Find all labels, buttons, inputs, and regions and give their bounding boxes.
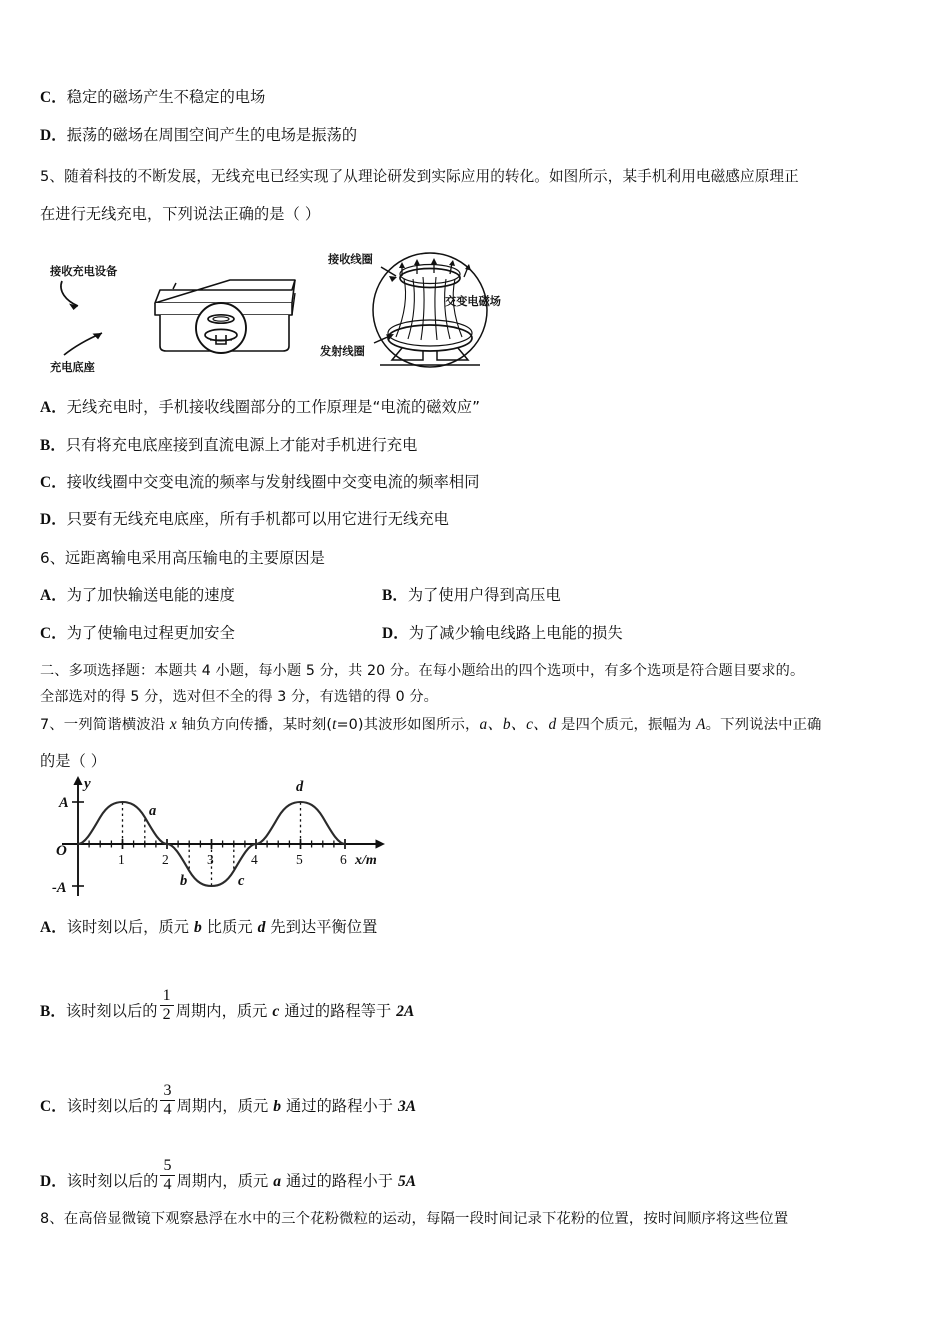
q7-stem-mid4: 。下列说法中正确 (705, 717, 822, 733)
q7-option-a-mid: 比质元 (201, 918, 258, 936)
q7-option-a-var2: d (257, 919, 266, 936)
q7-option-d (40, 1157, 417, 1195)
q4-option-c (40, 90, 265, 105)
point-label-c: c (238, 873, 245, 889)
section2-line1: 二、多项选择题：本题共 4 小题，每小题 5 分，共 20 分。在每小题给出的四个选项中，有多个选项是符合题目要求的。 (40, 663, 805, 679)
x-tick-1: 1 (118, 852, 125, 867)
q5-stem-line2: 在进行无线充电，下列说法正确的是（ ） (40, 205, 321, 223)
q7-stem-line1 (40, 717, 822, 732)
x-tick-4: 4 (251, 852, 258, 867)
q5-option-a-label: A． (40, 399, 67, 416)
q7-option-a-pre: 该时刻以后，质元 (66, 918, 194, 936)
wave-graph-figure (52, 772, 472, 914)
point-label-d: d (296, 779, 304, 795)
q7-option-d-denominator: 4 (163, 1176, 172, 1193)
q4-option-c-label: C． (40, 89, 67, 106)
x-tick-6: 6 (340, 852, 347, 867)
q6-option-a (40, 588, 235, 603)
q7-stem-mid1: 轴负方向传播，某时刻( (176, 717, 333, 733)
q7-option-d-fraction (160, 1158, 174, 1193)
q6-option-d (382, 626, 623, 641)
q6-option-b-label: B． (382, 587, 408, 604)
q7-stem-points: a、b、c、d (479, 716, 557, 733)
q5-option-c-text: 接收线圈中交变电流的频率与发射线圈中交变电流的频率相同 (66, 473, 480, 491)
q7-option-b-mid: 周期内，质元 (175, 1001, 273, 1020)
q7-option-c-pre: 该时刻以后的 (66, 1096, 159, 1115)
q7-option-d-mid: 周期内，质元 (176, 1171, 274, 1190)
q5-option-a-text: 无线充电时，手机接收线圈部分的工作原理是“电流的磁效应” (66, 398, 481, 416)
q6-option-a-text: 为了加快输送电能的速度 (66, 586, 235, 604)
q5-stem-line1: 5、随着科技的不断发展，无线充电已经实现了从理论研发到实际应用的转化。如图所示，某手机利用电磁感应原理正 (40, 168, 799, 185)
q5-option-b-label: B． (40, 437, 66, 454)
q7-option-b-numerator: 1 (162, 987, 171, 1004)
q7-stem-line2: 的是（ ） (40, 752, 107, 770)
x-tick-3: 3 (207, 852, 214, 867)
q7-option-c-var1: b (273, 1097, 282, 1115)
point-label-b: b (180, 873, 188, 889)
q6-option-a-label: A． (40, 587, 67, 604)
q7-option-b-denominator: 2 (162, 1006, 171, 1023)
q6-option-b (382, 588, 561, 603)
q5-option-c-label: C． (40, 474, 67, 491)
q7-option-c-denominator: 4 (163, 1101, 172, 1118)
q7-option-a (40, 920, 377, 936)
q7-option-b-pre: 该时刻以后的 (65, 1001, 158, 1020)
q7-stem-mid2: =0)其波形如图所示， (336, 717, 480, 733)
q5-option-a (40, 400, 480, 415)
q7-option-b-post: 通过的路程等于 (279, 1001, 397, 1020)
y-axis-label: y (84, 776, 91, 792)
label-receiver-device: 接收充电设备 (50, 265, 118, 278)
q7-option-d-var1: a (273, 1172, 282, 1190)
q6-option-b-text: 为了使用户得到高压电 (407, 586, 561, 604)
q7-stem-prefix: 7、一列简谐横波沿 (40, 717, 170, 733)
q7-option-c-tail: 3A (398, 1097, 417, 1115)
x-axis-unit-label: x/m (355, 853, 377, 868)
y-tick-minus-A: -A (52, 880, 67, 896)
q7-option-d-pre: 该时刻以后的 (66, 1171, 159, 1190)
q7-option-d-label: D． (40, 1172, 67, 1190)
q4-option-d (40, 128, 357, 143)
q5-option-c (40, 475, 479, 490)
q7-var-x: x (169, 716, 177, 733)
x-tick-5: 5 (296, 852, 303, 867)
q4-option-d-text: 振荡的磁场在周围空间产生的电场是振荡的 (66, 126, 358, 144)
q7-option-b-var1: c (272, 1002, 280, 1020)
q7-option-c-post: 通过的路程小于 (281, 1096, 398, 1115)
q5-option-b (40, 438, 417, 453)
q7-option-b (40, 987, 415, 1025)
y-tick-A: A (59, 795, 69, 811)
origin-label: O (56, 843, 67, 859)
q7-var-t: t (332, 716, 337, 733)
wireless-charging-figure (40, 243, 550, 378)
q7-option-d-numerator: 5 (163, 1157, 172, 1174)
label-alternating-field: 交变电磁场 (445, 295, 501, 308)
q5-option-b-text: 只有将充电底座接到直流电源上才能对手机进行充电 (65, 436, 418, 454)
q7-option-c-mid: 周期内，质元 (176, 1096, 274, 1115)
q5-option-d (40, 512, 449, 527)
q6-option-d-label: D． (382, 625, 409, 642)
q5-option-d-label: D． (40, 511, 67, 528)
q8-stem-line1: 8、在高倍显微镜下观察悬浮在水中的三个花粉微粒的运动，每隔一段时间记录下花粉的位置，按时间顺序将这些位置 (40, 1211, 789, 1227)
q7-option-a-var1: b (193, 919, 202, 936)
q7-option-c-label: C． (40, 1097, 67, 1115)
label-transmitting-coil: 发射线圈 (320, 345, 365, 358)
point-label-a: a (149, 803, 157, 819)
q7-option-d-post: 通过的路程小于 (281, 1171, 398, 1190)
q7-option-b-fraction (160, 988, 174, 1023)
q6-option-c (40, 626, 235, 641)
q7-option-a-label: A． (40, 919, 67, 936)
q4-option-d-label: D． (40, 127, 67, 144)
q7-option-a-post: 先到达平衡位置 (265, 918, 378, 936)
label-receiving-coil: 接收线圈 (328, 253, 373, 266)
q6-option-d-text: 为了减少输电线路上电能的损失 (408, 624, 623, 642)
q7-option-d-tail: 5A (398, 1172, 417, 1190)
q7-stem-mid3: 是四个质元，振幅为 (556, 717, 697, 733)
q7-option-c (40, 1082, 417, 1120)
label-charging-base: 充电底座 (50, 361, 95, 374)
q5-option-d-text: 只要有无线充电底座，所有手机都可以用它进行无线充电 (66, 510, 449, 528)
q4-option-c-text: 稳定的磁场产生不稳定的电场 (66, 88, 266, 106)
q7-option-b-label: B． (40, 1002, 66, 1020)
q7-option-c-fraction (160, 1083, 174, 1118)
q6-option-c-label: C． (40, 625, 67, 642)
q7-var-A: A (696, 716, 706, 733)
x-tick-2: 2 (162, 852, 169, 867)
q7-option-c-numerator: 3 (163, 1082, 172, 1099)
q6-stem: 6、远距离输电采用高压输电的主要原因是 (40, 549, 325, 567)
q7-option-b-tail: 2A (396, 1002, 415, 1020)
section2-line2: 全部选对的得 5 分，选对但不全的得 3 分，有选错的得 0 分。 (40, 689, 438, 705)
q6-option-c-text: 为了使输电过程更加安全 (66, 624, 235, 642)
